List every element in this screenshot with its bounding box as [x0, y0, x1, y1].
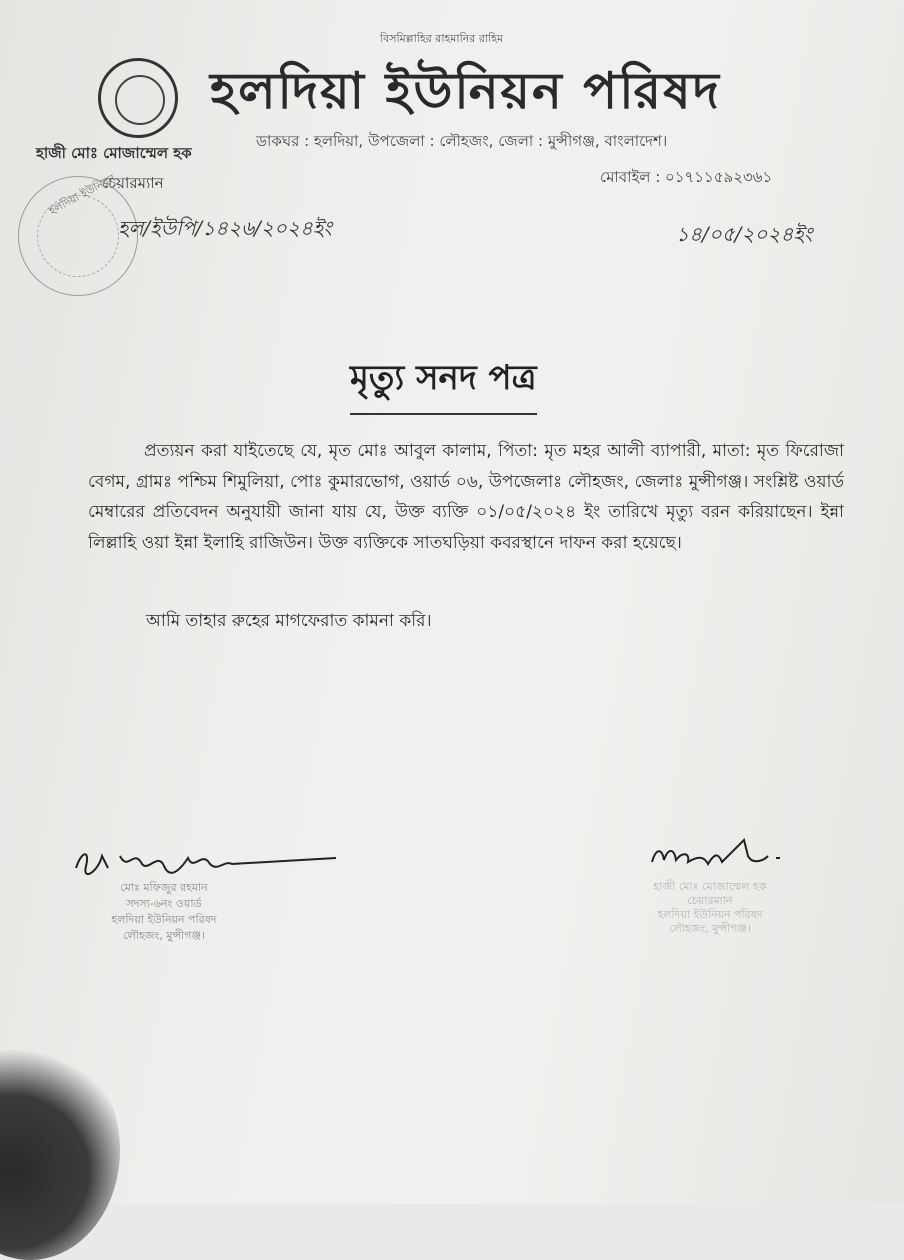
document-title: মৃত্যু সনদ পত্র [350, 352, 537, 415]
bismillah-line: বিসমিল্লাহির রাহমানির রাহিম [380, 32, 504, 45]
chairman-signature [648, 826, 798, 876]
memo-date: ১৪/০৫/২০২৪ইং [676, 222, 813, 246]
chairman-signature-block [610, 880, 810, 936]
member-organization: হলদিয়া ইউনিয়ন পরিষদ [111, 913, 217, 926]
union-seal-logo [98, 58, 178, 138]
chairman-title: চেয়ারম্যান [102, 174, 164, 192]
chairman-sign-title: চেয়ারম্যান [687, 894, 733, 907]
chairman-sign-location: লৌহজং, মুন্সীগঞ্জ। [669, 922, 751, 935]
chairman-sign-name: হাজী মোঃ মোজাম্মেল হক [653, 880, 767, 893]
member-name: মোঃ মফিজুর রহমান [120, 881, 208, 894]
certificate-body: প্রত্যয়ন করা যাইতেছে যে, মৃত মোঃ আবুল কালাম, পিতা: মৃত মহর আলী ব্যাপারী, মাতা: মৃত ফিরোজা বেগম, গ্রামঃ পশ্চিম শিমুলিয়া, পোঃ কুমারভোগ, ওয়ার্ড ০৬, উপজেলাঃ লৌহজং, জেলাঃ মুন্সীগঞ্জ। সংশ্লিষ্ট ওয়ার্ড মেম্বারের প্রতিবেদন অনুযায়ী জানা যায় যে, উক্ত ব্যক্তি ০১/০৫/২০২৪ ইং তারিখে মৃত্যু বরন করিয়াছেন। ইন্না লিল্লাহি ওয়া ইন্না ইলাহি রাজিউন। উক্ত ব্যক্তিকে সাতঘড়িয়া কবরস্থানে দাফন করা হয়েছে। [88, 441, 844, 553]
organization-name: হলদিয়া ইউনিয়ন পরিষদ [210, 61, 721, 120]
member-location: লৌহজং, মুন্সীগঞ্জ। [123, 929, 205, 942]
member-signature [68, 842, 338, 882]
memo-number: হল/ইউপি/১৪২৬/২০২৪ইং [118, 216, 332, 240]
closing-line: আমি তাহার রুহের মাগফেরাত কামনা করি। [146, 611, 432, 631]
stamp-text: হলদিয়া ইউনিয়ন [46, 171, 118, 218]
organization-address: ডাকঘর : হলদিয়া, উপজেলা : লৌহজং, জেলা : মুন্সীগঞ্জ, বাংলাদেশ। [256, 132, 668, 150]
member-designation: সদস্য-৬নং ওয়ার্ড [126, 897, 202, 910]
member-signature-block [64, 880, 264, 944]
chairman-name: হাজী মোঃ মোজাম্মেল হক [36, 144, 192, 162]
organization-mobile: মোবাইল : ০১৭১১৫৯২৩৬১ [600, 168, 773, 186]
chairman-sign-organization: হলদিয়া ইউনিয়ন পরিষদ [657, 908, 763, 921]
